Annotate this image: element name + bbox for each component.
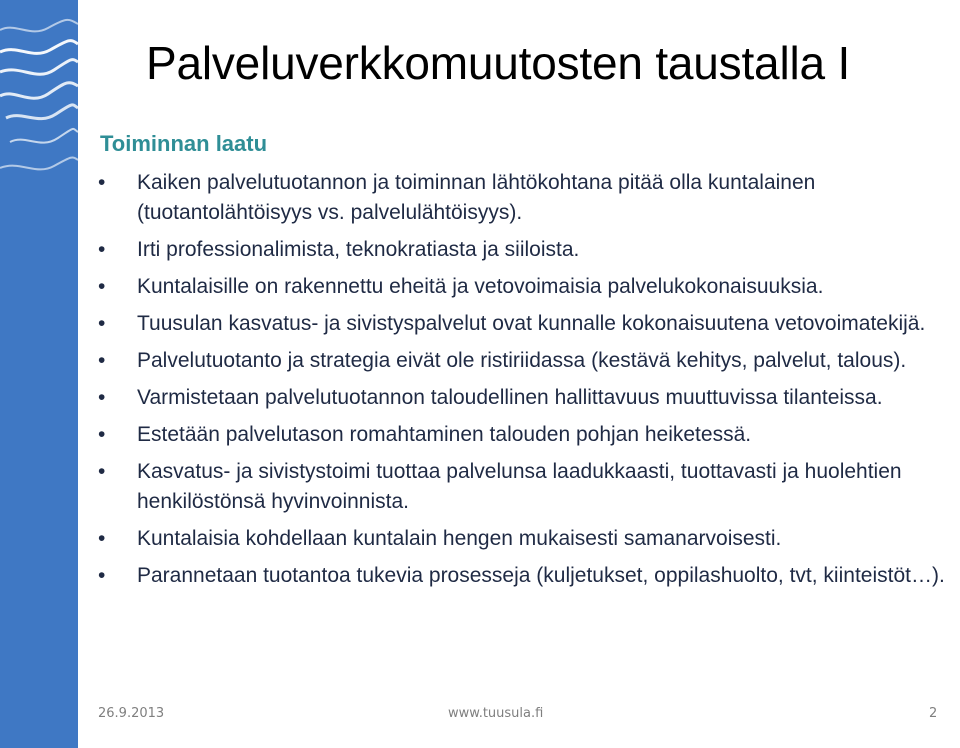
section-heading: Toiminnan laatu	[100, 131, 268, 156]
bullet-item	[98, 561, 958, 591]
bullet-text: Estetään palvelutason romahtaminen talouden pohjan heiketessä.	[137, 423, 752, 446]
bullet-text: Irti professionalimista, teknokratiasta ja siiloista.	[137, 238, 580, 261]
bullet-text: Parannetaan tuotantoa tukevia prosesseja (kuljetukset, oppilashuolto, tvt, kiinteistöt…).	[137, 564, 945, 587]
bullet-marker: •	[98, 386, 106, 409]
bullet-text: Varmistetaan palvelutuotannon taloudellinen hallittavuus muuttuvissa tilanteissa.	[137, 386, 883, 409]
bullet-marker: •	[98, 275, 106, 298]
decorative-side-band	[0, 0, 78, 748]
wave-lines-graphic	[0, 0, 78, 748]
bullet-list	[98, 168, 958, 598]
bullet-text: Kaiken palvelutuotannon ja toiminnan lähtökohtana pitää olla kuntalainen (tuotantolähtöisyys vs. palvelulähtöisyys).	[137, 171, 816, 224]
bullet-item	[98, 235, 958, 265]
bullet-marker: •	[98, 460, 106, 483]
bullet-item	[98, 168, 958, 228]
bullet-marker: •	[98, 423, 106, 446]
bullet-item	[98, 309, 958, 339]
bullet-marker: •	[98, 564, 106, 587]
bullet-text: Tuusulan kasvatus- ja sivistyspalvelut ovat kunnalle kokonaisuutena vetovoimatekijä.	[137, 312, 926, 335]
bullet-marker: •	[98, 312, 106, 335]
slide-title: Palveluverkkomuutosten taustalla I	[146, 37, 851, 89]
bullet-item	[98, 272, 958, 302]
bullet-marker: •	[98, 171, 106, 194]
bullet-item	[98, 420, 958, 450]
bullet-item	[98, 383, 958, 413]
bullet-text: Palvelutuotanto ja strategia eivät ole ristiriidassa (kestävä kehitys, palvelut, talous).	[137, 349, 907, 372]
bullet-item	[98, 346, 958, 376]
bullet-item	[98, 524, 958, 554]
bullet-marker: •	[98, 349, 106, 372]
bullet-text: Kuntalaisia kohdellaan kuntalain hengen mukaisesti samanarvoisesti.	[137, 527, 782, 550]
footer-page-number: 2	[929, 706, 938, 721]
bullet-item	[98, 457, 958, 517]
footer-date: 26.9.2013	[98, 706, 165, 721]
bullet-text: Kasvatus- ja sivistystoimi tuottaa palvelunsa laadukkaasti, tuottavasti ja huolehtien henkilöstönsä hyvinvoinnista.	[137, 460, 902, 513]
bullet-marker: •	[98, 527, 106, 550]
bullet-text: Kuntalaisille on rakennettu eheitä ja vetovoimaisia palvelukokonaisuuksia.	[137, 275, 824, 298]
footer-url[interactable]: www.tuusula.fi	[448, 706, 544, 721]
bullet-marker: •	[98, 238, 106, 261]
